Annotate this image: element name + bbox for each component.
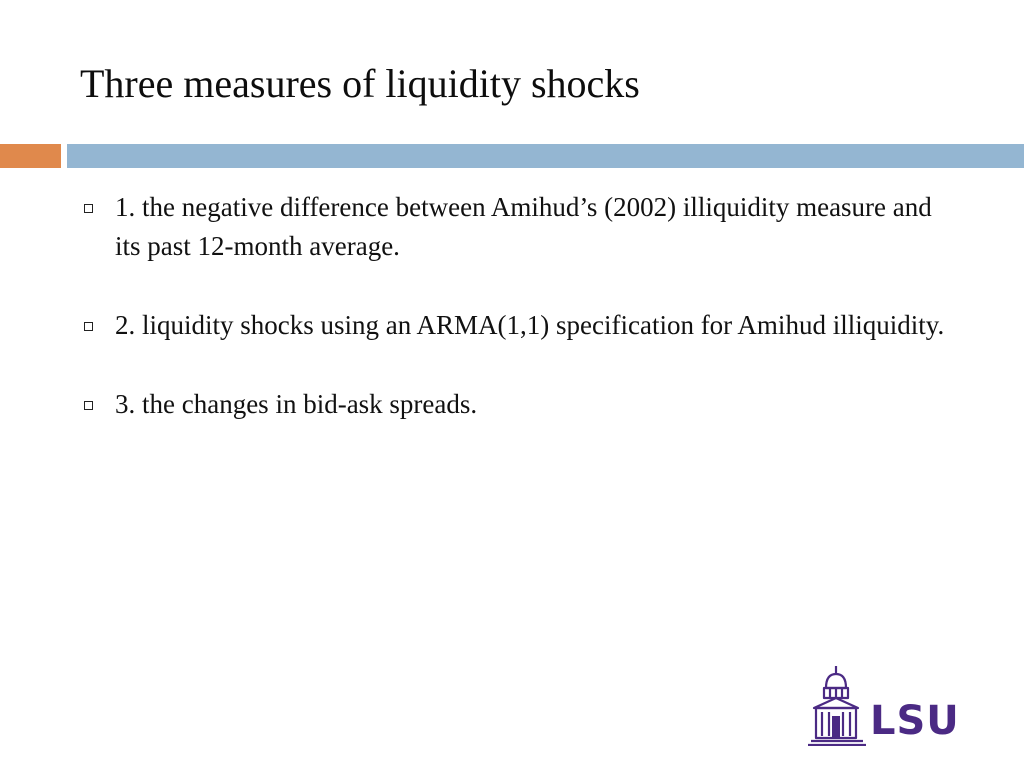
lsu-logo bbox=[808, 664, 986, 746]
bullet-item bbox=[80, 188, 960, 266]
logo-wordmark: LSU bbox=[870, 698, 960, 744]
hollow-square-bullet-icon bbox=[84, 322, 93, 331]
bullet-item bbox=[80, 306, 960, 345]
bullet-text: 2. liquidity shocks using an ARMA(1,1) specification for Amihud illiquidity. bbox=[115, 310, 945, 340]
hollow-square-bullet-icon bbox=[84, 204, 93, 213]
bullet-item bbox=[80, 385, 960, 424]
bullet-text: 1. the negative difference between Amihud’s (2002) illiquidity measure and its past 12-month average. bbox=[115, 192, 932, 261]
title-accent-bar bbox=[0, 144, 61, 168]
slide-title: Three measures of liquidity shocks bbox=[80, 61, 640, 106]
bullet-text: 3. the changes in bid-ask spreads. bbox=[115, 389, 478, 419]
bullet-list bbox=[80, 188, 960, 464]
hollow-square-bullet-icon bbox=[84, 401, 93, 410]
title-divider-bar bbox=[67, 144, 1024, 168]
